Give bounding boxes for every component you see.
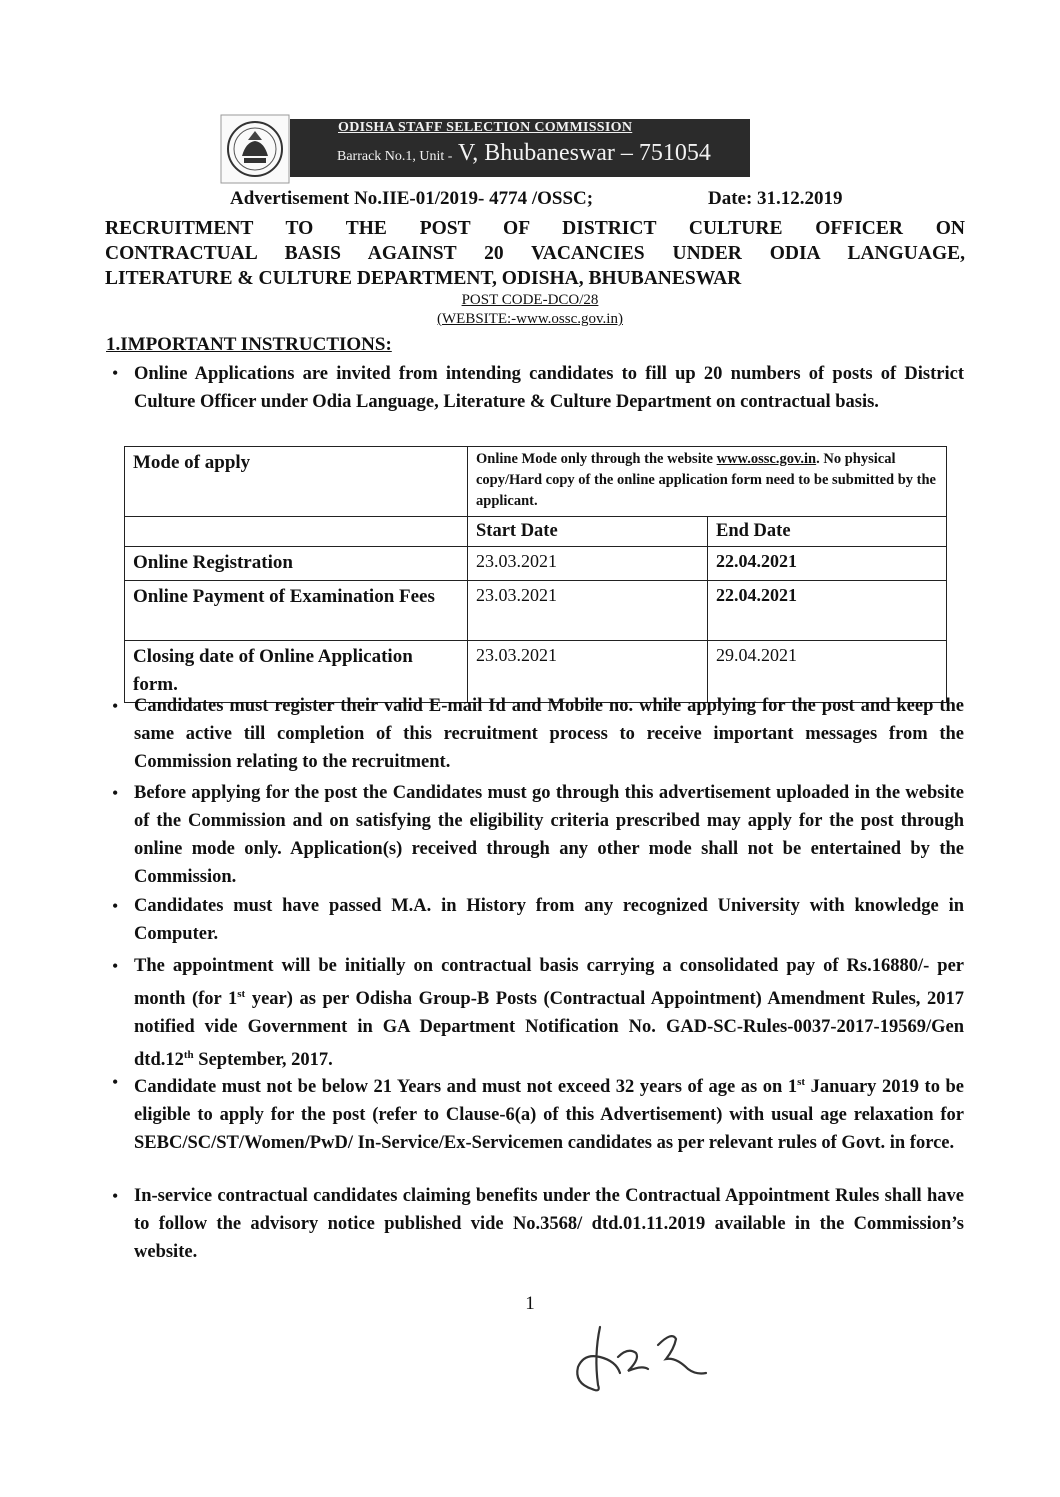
mode-of-apply-label: Mode of apply [125, 447, 468, 517]
row-end-date: 22.04.2021 [708, 547, 947, 581]
start-date-header: Start Date [468, 517, 708, 547]
row-label: Online Payment of Examination Fees [125, 581, 468, 641]
application-schedule-table [124, 446, 947, 703]
intro-paragraph: Online Applications are invited from intending candidates to fill up 20 numbers of posts of District Culture Officer under Odia Language, Literature & Culture Department on contractual basis. [134, 364, 964, 412]
mode-note-prefix: Online Mode only through the website [476, 451, 717, 467]
letterhead-banner [290, 119, 750, 177]
signature-icon [560, 1305, 730, 1395]
pay-instruction [134, 952, 964, 1074]
mode-of-apply-note [468, 447, 947, 517]
age-text-a: Candidate must not be below 21 Years and must not exceed 32 years of age as on 1 [134, 1077, 798, 1098]
row-label: Closing date of Online Application form. [125, 641, 468, 703]
bullet-marker: • [112, 363, 119, 383]
table-row [125, 517, 947, 547]
ossc-website-link[interactable]: www.ossc.gov.in [716, 451, 817, 467]
bullet-marker: • [112, 696, 119, 716]
mode-note-suffix: . No physical copy/Hard copy of the online application form need to be submitted by the applicant. [476, 451, 936, 509]
row-start-date: 23.03.2021 [468, 641, 708, 703]
bullet-marker: • [112, 896, 119, 916]
age-text-b: January 2019 to be eligible to apply for the post (refer to Clause-6(a) of this Advertisement) with usual age relaxation for SEBC/SC/ST/Women/PwD/ In-Service/Ex-Servicemen candidates as per relevant rules of Govt. in force. [134, 1077, 964, 1154]
row-end-date: 22.04.2021 [708, 581, 947, 641]
table-row [125, 447, 947, 517]
odisha-emblem-icon [220, 114, 290, 184]
bullet-marker: • [112, 783, 119, 803]
advertisement-number: Advertisement No.IIE-01/2019- 4774 /OSSC; [230, 188, 594, 209]
title-line-2: CONTRACTUAL BASIS AGAINST 20 VACANCIES UNDER ODIA LANGUAGE, [105, 243, 965, 264]
row-end-date: 29.04.2021 [708, 641, 947, 703]
address-main: V, Bhubaneswar – 751054 [458, 140, 711, 166]
title-line-3: LITERATURE & CULTURE DEPARTMENT, ODISHA, BHUBANESWAR [105, 268, 742, 289]
row-start-date: 23.03.2021 [468, 581, 708, 641]
email-instruction: Candidates must register their valid E-mail Id and Mobile no. while applying for the post and keep the same active till completion of this recruitment process to receive important messages from the Commission relating to the recruitment. [134, 696, 964, 772]
website-line: (WEBSITE:-www.ossc.gov.in) [437, 311, 623, 327]
post-code: POST CODE-DCO/28 [461, 292, 599, 308]
advertisement-date: Date: 31.12.2019 [708, 188, 843, 209]
end-date-header: End Date [708, 517, 947, 547]
bullet-marker: • [112, 1072, 119, 1092]
qualification-instruction: Candidates must have passed M.A. in History from any recognized University with knowledge in Computer. [134, 896, 964, 944]
address-prefix: Barrack No.1, Unit - [337, 149, 453, 164]
pay-text-b: year) as per Odisha Group-B Posts (Contractual Appointment) Amendment Rules, 2017 notified vide Government in GA Department Notification No. GAD-SC-Rules-0037-2017-19569/Gen dtd.12 [134, 989, 964, 1071]
title-line-1: RECRUITMENT TO THE POST OF DISTRICT CULTURE OFFICER ON [105, 218, 965, 239]
commission-name: ODISHA STAFF SELECTION COMMISSION [338, 120, 633, 135]
pay-text-a: The appointment will be initially on contractual basis carrying a consolidated pay of Rs.16880/- per month (for 1 [134, 956, 964, 1010]
table-row [125, 581, 947, 641]
section-heading: 1.IMPORTANT INSTRUCTIONS: [106, 334, 392, 355]
before-applying-instruction: Before applying for the post the Candidates must go through this advertisement uploaded in the website of the Commission and on satisfying the eligibility criteria prescribed may apply for the post through online mode only. Application(s) received through any other mode shall not be entertained by the Commission. [134, 783, 964, 887]
table-row [125, 547, 947, 581]
page-number: 1 [525, 1293, 535, 1314]
in-service-instruction: In-service contractual candidates claiming benefits under the Contractual Appointment Rules shall have to follow the advisory notice published vide No.3568/ dtd.01.11.2019 available in the Commission’s website. [134, 1186, 964, 1262]
pay-sup-1: st [237, 988, 246, 1000]
age-sup: st [797, 1076, 806, 1088]
bullet-marker: • [112, 1186, 119, 1206]
pay-sup-2: th [183, 1049, 194, 1062]
age-instruction [134, 1068, 964, 1157]
row-label: Online Registration [125, 547, 468, 581]
bullet-marker: • [112, 956, 119, 976]
pay-text-c: September, 2017. [193, 1050, 333, 1071]
table-cell-empty [125, 517, 468, 547]
row-start-date: 23.03.2021 [468, 547, 708, 581]
commission-address [337, 139, 711, 171]
